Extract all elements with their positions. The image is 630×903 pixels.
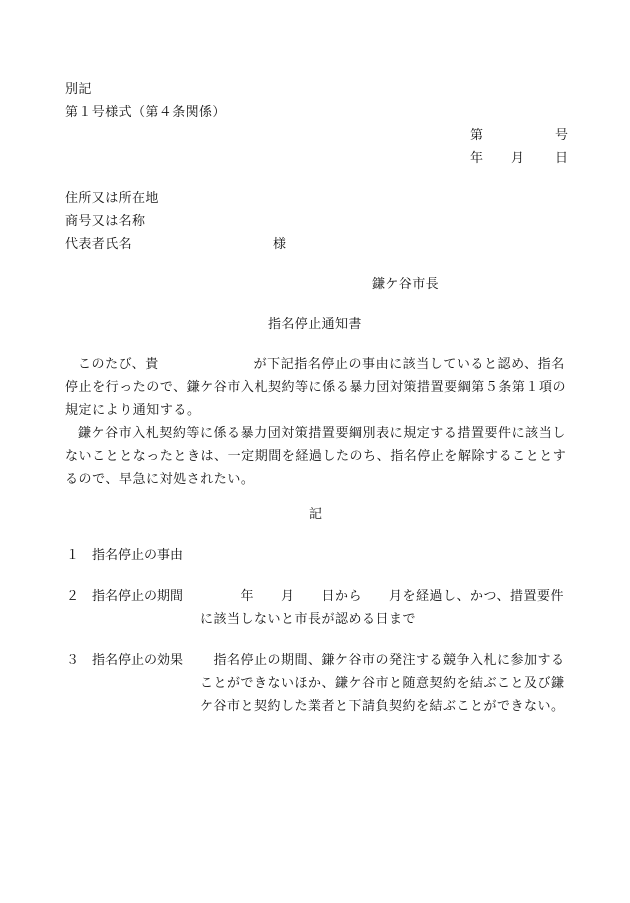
section-3-number: ３ <box>66 653 80 668</box>
section-2-number: ２ <box>66 589 80 604</box>
sender-name: 鎌ケ谷市長 <box>372 277 440 292</box>
section-1-title: 指名停止の事由 <box>92 548 184 563</box>
date-year: 年 <box>470 151 484 166</box>
date-month: 月 <box>511 151 525 166</box>
number-go: 号 <box>555 128 569 143</box>
form-label: 第１号様式（第４条関係） <box>65 105 226 120</box>
document-title: 指名停止通知書 <box>268 317 362 332</box>
body-text <box>65 353 569 491</box>
ki-label: 記 <box>309 507 323 522</box>
body-paragraph-1: このたび、貴 が下記指名停止の事由に該当していると認め、指名停止を行ったので、鎌ケ谷市入札契約等に係る暴力団対策措置要綱第５条第１項の規定により通知する。 <box>65 357 567 418</box>
section-3-body: 指名停止の期間、鎌ケ谷市の発注する競争入札に参加することができないほか、鎌ケ谷市と随意契約を結ぶこと及び鎌ケ谷市と契約した業者と下請負契約を結ぶことができない。 <box>200 653 565 714</box>
section-2-title: 指名停止の期間 <box>92 589 184 604</box>
number-dai: 第 <box>470 128 484 143</box>
recipient-address: 住所又は所在地 <box>65 191 159 206</box>
annex-label: 別記 <box>65 82 92 97</box>
date-day: 日 <box>555 151 569 166</box>
section-2-body: 年 月 日から 月を経過し、かつ、措置要件に該当しないと市長が認める日まで <box>200 589 564 627</box>
recipient-trade-name: 商号又は名称 <box>65 214 146 229</box>
section-3-title: 指名停止の効果 <box>92 653 184 668</box>
recipient-honorific: 様 <box>273 237 287 252</box>
body-paragraph-2: 鎌ケ谷市入札契約等に係る暴力団対策措置要綱別表に規定する措置要件に該当しないこととなったときは、一定期間を経過したのち、指名停止を解除することとするので、早急に対処されたい。 <box>65 426 567 487</box>
section-1-number: １ <box>66 548 80 563</box>
recipient-representative: 代表者氏名 <box>65 237 133 252</box>
